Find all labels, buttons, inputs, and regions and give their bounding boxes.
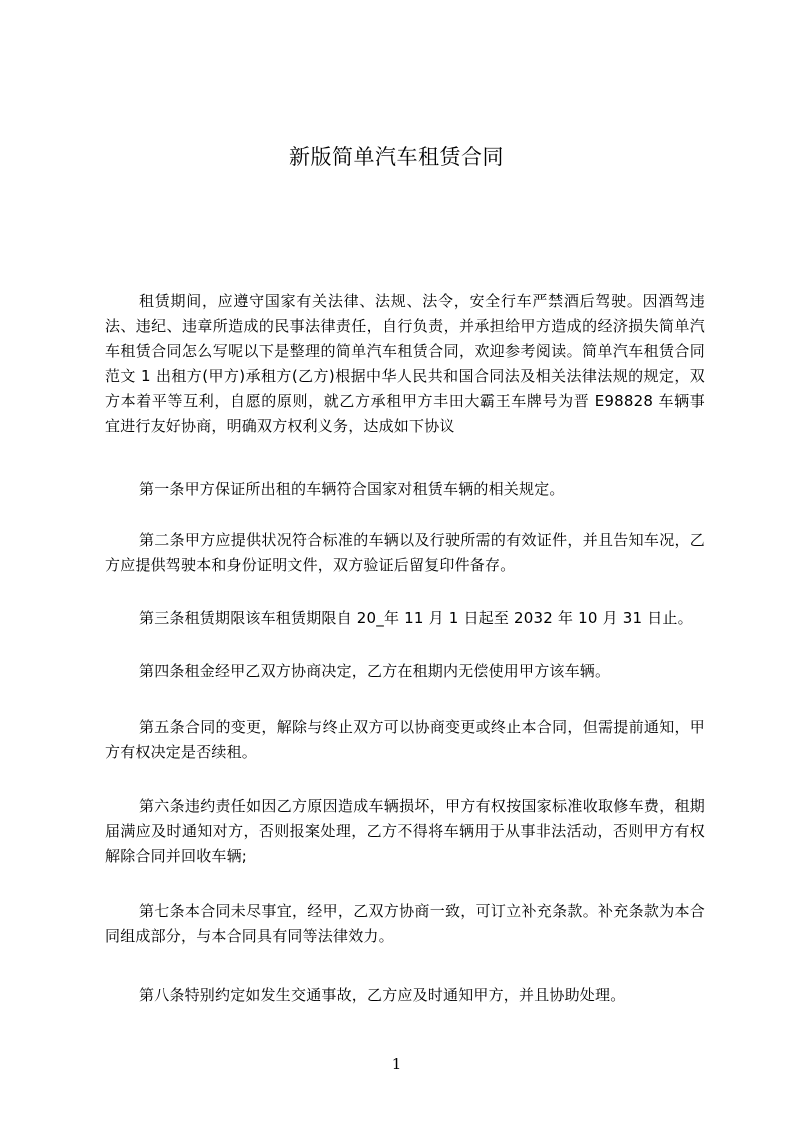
paragraph-article-6: 第六条违约责任如因乙方原因造成车辆损坏，甲方有权按国家标准收取修车费，租期届满应及时通知对方，否则报案处理，乙方不得将车辆用于从事非法活动，否则甲方有权解除合同并回收车辆;: [105, 797, 705, 865]
paragraph-article-5: 第五条合同的变更，解除与终止双方可以协商变更或终止本合同，但需提前通知，甲方有权决定是否续租。: [105, 718, 705, 761]
document-title: 新版简单汽车租赁合同: [289, 145, 504, 169]
paragraph-article-4: 第四条租金经甲乙双方协商决定，乙方在租期内无偿使用甲方该车辆。: [139, 662, 611, 680]
paragraph-intro: 租赁期间，应遵守国家有关法律、法规、法令，安全行车严禁酒后驾驶。因酒驾违法、违纪、违章所造成的民事法律责任，自行负责，并承担给甲方造成的经济损失简单汽车租赁合同怎么写呢以下是整理的简单汽车租赁合同，欢迎参考阅读。简单汽车租赁合同范文 1 出租方(甲方)承租方(乙方)根据中华人民共和国合同法及相关法律法规的规定，双方本着平等互利，自愿的原则，就乙方承租甲方丰田大霸王车牌号为晋 E98828 车辆事宜进行友好协商，明确双方权利义务，达成如下协议: [105, 292, 705, 435]
paragraph-article-8: 第八条特别约定如发生交通事故，乙方应及时通知甲方，并且协助处理。: [139, 986, 626, 1004]
paragraph-article-7: 第七条本合同未尽事宜，经甲，乙双方协商一致，可订立补充条款。补充条款为本合同组成部分，与本合同具有同等法律效力。: [105, 902, 705, 945]
paragraph-article-1: 第一条甲方保证所出租的车辆符合国家对租赁车辆的相关规定。: [139, 480, 565, 498]
paragraph-article-3: 第三条租赁期限该车租赁期限自 20_年 11 月 1 日起至 2032 年 10 月 31 日止。: [139, 609, 693, 627]
paragraph-article-2: 第二条甲方应提供状况符合标准的车辆以及行驶所需的有效证件，并且告知车况，乙方应提供驾驶本和身份证明文件，双方验证后留复印件备存。: [105, 531, 705, 574]
page-number: 1: [391, 1055, 402, 1073]
